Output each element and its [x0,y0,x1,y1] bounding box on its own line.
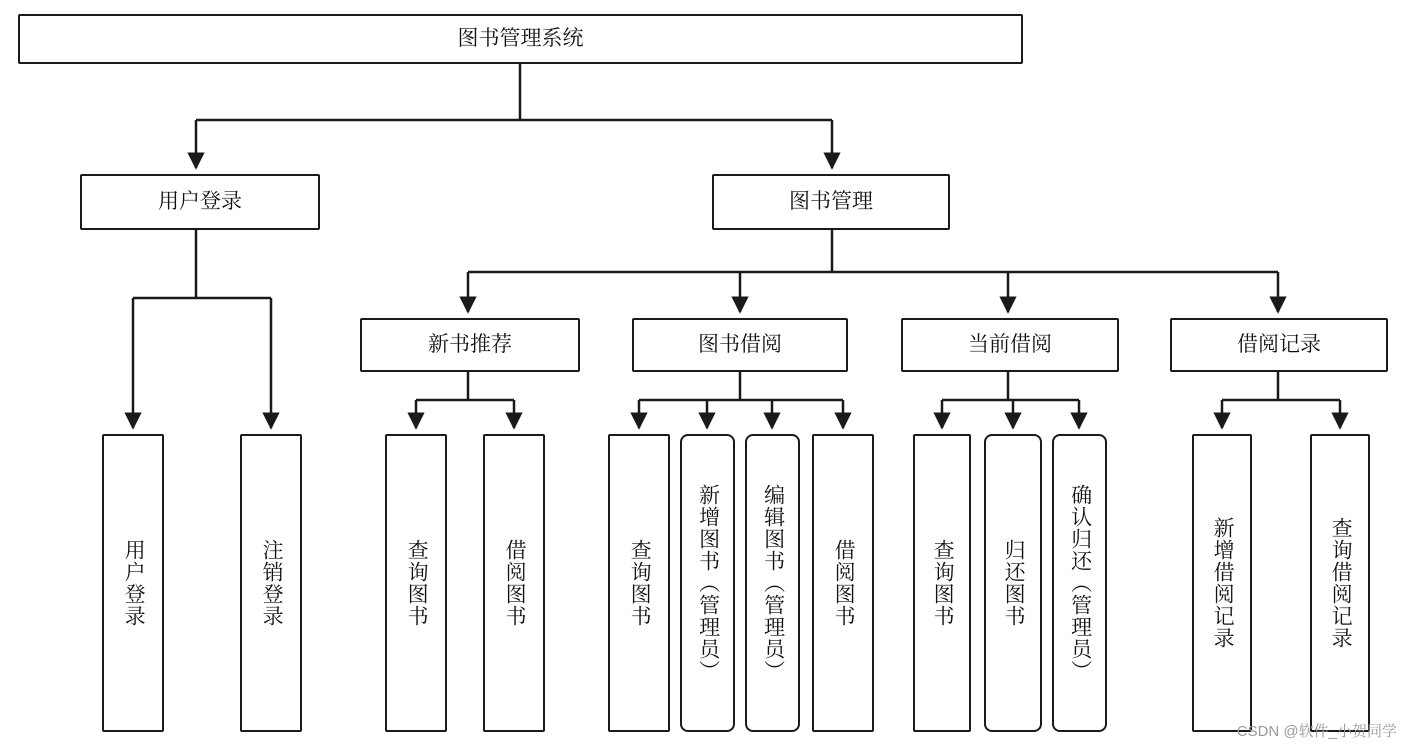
node-borrow-record[interactable] [1170,318,1388,372]
node-book-manage-label: 图书管理 [789,189,873,213]
node-leaf-borrow-book-2-label: 借阅图书 [832,539,856,627]
node-leaf-return-book[interactable] [984,434,1042,732]
node-new-book-rec[interactable] [360,318,580,372]
node-current-borrow-label: 当前借阅 [968,332,1052,356]
node-book-manage[interactable] [712,174,950,230]
node-book-borrow-label: 图书借阅 [698,332,782,356]
node-leaf-return-book-label: 归还图书 [1002,539,1026,627]
node-leaf-add-book[interactable] [680,434,735,732]
node-leaf-borrow-book-2[interactable] [812,434,874,732]
node-book-borrow[interactable] [632,318,848,372]
node-leaf-query-book-1-label: 查询图书 [405,539,429,627]
node-root[interactable] [18,14,1023,64]
node-user-login[interactable] [80,174,320,230]
node-leaf-add-record[interactable] [1192,434,1252,732]
node-leaf-query-record[interactable] [1310,434,1370,732]
node-leaf-borrow-book-1-label: 借阅图书 [503,539,527,627]
node-leaf-user-login[interactable] [102,434,164,732]
node-user-login-label: 用户登录 [158,189,242,213]
node-leaf-user-login-label: 用户登录 [122,539,146,627]
watermark: CSDN @软件_小贺同学 [1236,723,1397,740]
node-leaf-confirm-return-label: 确认归还（管理员） [1068,484,1092,682]
node-leaf-query-book-2-label: 查询图书 [628,539,652,627]
node-leaf-confirm-return[interactable] [1052,434,1107,732]
node-leaf-borrow-book-1[interactable] [483,434,545,732]
node-new-book-rec-label: 新书推荐 [428,332,512,356]
node-leaf-query-book-2[interactable] [608,434,670,732]
node-root-label: 图书管理系统 [457,26,584,50]
node-leaf-edit-book-label: 编辑图书（管理员） [761,484,785,682]
node-leaf-query-book-3-label: 查询图书 [931,539,955,627]
node-leaf-query-book-1[interactable] [385,434,447,732]
node-leaf-add-record-label: 新增借阅记录 [1211,517,1235,649]
node-borrow-record-label: 借阅记录 [1237,332,1321,356]
node-leaf-add-book-label: 新增图书（管理员） [696,484,720,682]
node-leaf-query-book-3[interactable] [913,434,971,732]
node-current-borrow[interactable] [901,318,1119,372]
node-leaf-edit-book[interactable] [745,434,800,732]
node-leaf-query-record-label: 查询借阅记录 [1329,517,1353,649]
node-leaf-logout[interactable] [240,434,302,732]
node-leaf-logout-label: 注销登录 [260,539,284,627]
